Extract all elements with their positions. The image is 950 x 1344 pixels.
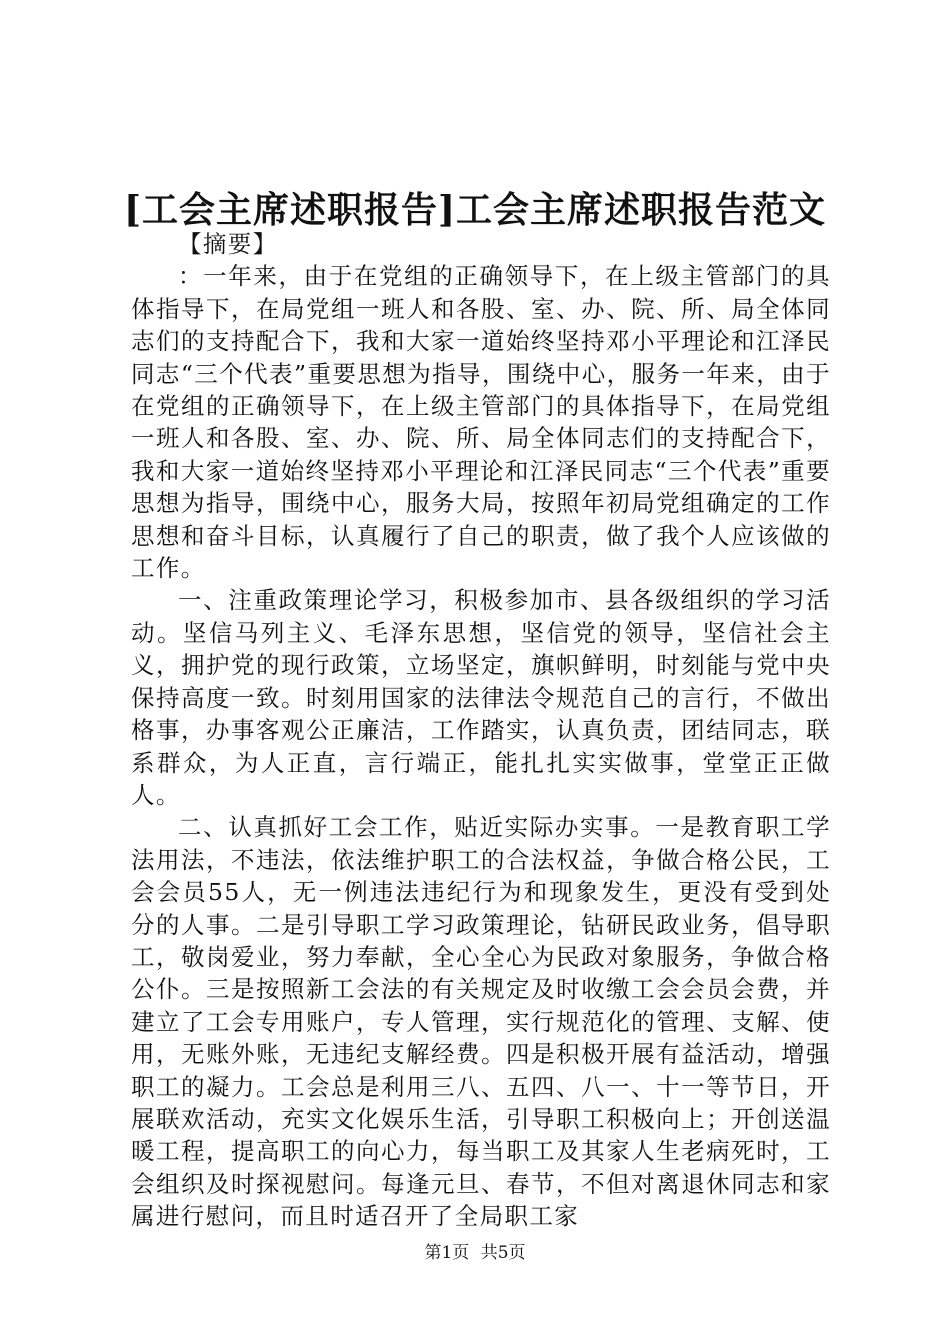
paragraph-section-2: 二、认真抓好工会工作，贴近实际办实事。一是教育职工学法用法，不违法，依法维护职工的合法权益，争做合格公民，工会会员55人，无一例违法违纪行为和现象发生，更没有受到处分的人事。二是引导职工学习政策理论，钻研民政业务，倡导职工，敬岗爱业，努力奉献，全心全心为民政对象服务，争做合格公仆。三是按照新工会法的有关规定及时收缴工会会员会费，并建立了工会专用账户，专人管理，实行规范化的管理、支解、使用，无账外账，无违纪支解经费。四是积极开展有益活动，增强职工的凝力。工会总是利用三八、五四、八一、十一等节日，开展联欢活动，充实文化娱乐生活，引导职工积极向上；开创送温暖工程，提高职工的向心力，每当职工及其家人生老病死时，工会组织及时探视慰问。每逢元旦、春节，不但对离退休同志和家属进行慰问，而且时适召开了全局职工家	[131, 813, 831, 1231]
paragraph-summary: ：一年来，由于在党组的正确领导下，在上级主管部门的具体指导下，在局党组一班人和各股、室、办、院、所、局全体同志们的支持配合下，我和大家一道始终坚持邓小平理论和江泽民同志“三个代表”重要思想为指导，围绕中心，服务一年来，由于在党组的正确领导下，在上级主管部门的具体指导下，在局党组一班人和各股、室、办、院、所、局全体同志们的支持配合下，我和大家一道始终坚持邓小平理论和江泽民同志“三个代表”重要思想为指导，围绕中心，服务大局，按照年初局党组确定的工作思想和奋斗目标，认真履行了自己的职责，做了我个人应该做的工作。	[131, 262, 831, 583]
page-number: 第1页	[424, 1243, 470, 1263]
page-footer	[0, 1241, 950, 1265]
page-total: 共5页	[480, 1243, 526, 1263]
document-body	[131, 228, 831, 1233]
summary-label: 【摘要】	[178, 230, 278, 258]
document-title: [工会主席述职报告]工会主席述职报告范文	[123, 189, 827, 231]
paragraph-section-1: 一、注重政策理论学习，积极参加市、县各级组织的学习活动。坚信马列主义、毛泽东思想，坚信党的领导，坚信社会主义，拥护党的现行政策，立场坚定，旗帜鲜明，时刻能与党中央保持高度一致。时刻用国家的法律法令规范自己的言行，不做出格事，办事客观公正廉洁，工作踏实，认真负责，团结同志，联系群众，为人正直，言行端正，能扎扎实实做事，堂堂正正做人。	[131, 586, 831, 809]
